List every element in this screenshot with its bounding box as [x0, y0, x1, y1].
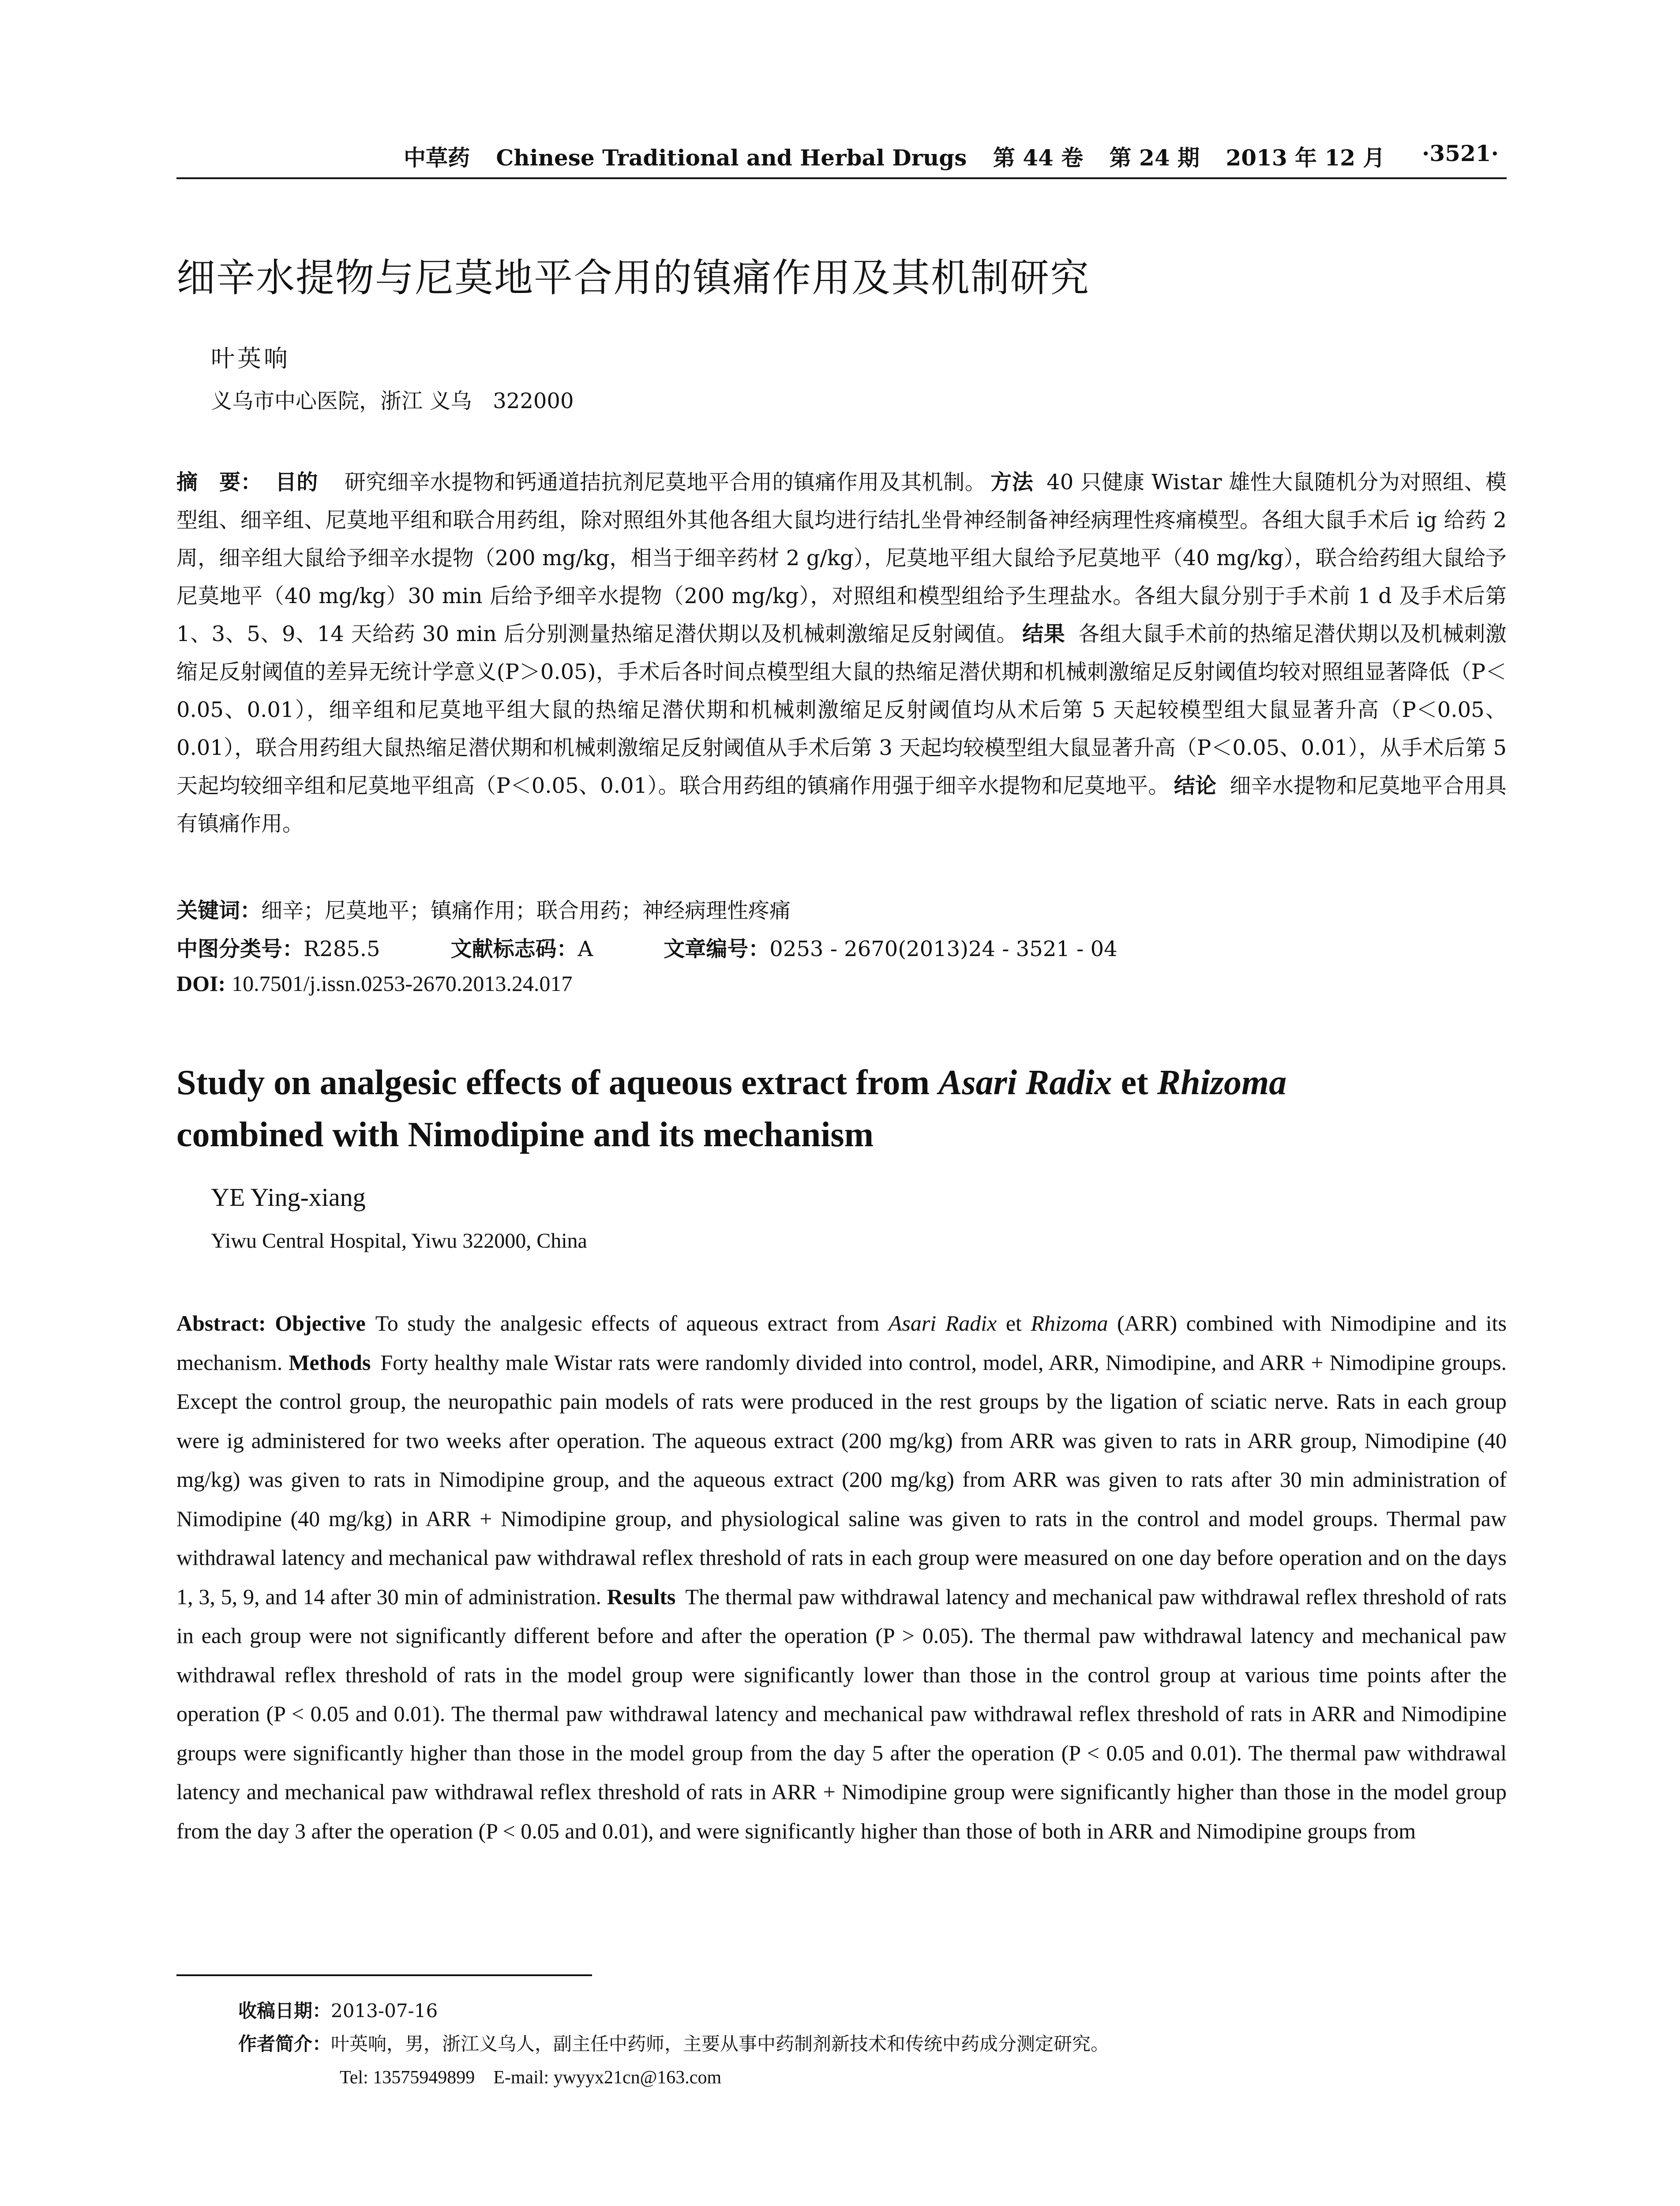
chinese-affiliation: 义乌市中心医院，浙江 义乌 322000	[211, 389, 574, 413]
conclusion-text-cn: 细辛水提物和尼莫地平合用具有镇痛作用。	[176, 773, 1507, 836]
articleno-label: 文章编号：	[664, 937, 770, 961]
footnote-received	[238, 1996, 438, 2023]
english-abstract	[176, 1304, 1507, 1850]
results-label-en: Results	[607, 1584, 676, 1609]
footnote-rule	[176, 1974, 592, 1976]
methods-label-en: Methods	[289, 1350, 371, 1375]
clc-value: R285.5	[304, 937, 380, 961]
methods-text-cn: 40 只健康 Wistar 雄性大鼠随机分为对照组、模型组、细辛组、尼莫地平组和联合用药组，除对照组外其他各组大鼠均进行结扎坐骨神经制备神经病理性疼痛模型。各组大鼠手术后 ig 给药 2 周，细辛组大鼠给予细辛水提物（200 mg/kg，相当于细辛药材 2 g/kg），尼莫地平组大鼠给予尼莫地平（40 mg/kg），联合给药组大鼠给予尼莫地平（40 mg/kg）30 min 后给予细辛水提物（200 mg/kg），对照组和模型组给予生理盐水。各组大鼠分别于手术前 1 d 及手术后第 1、3、5、9、14 天给药 30 min 后分别测量热缩足潜伏期以及机械刺激缩足反射阈值。	[176, 470, 1507, 646]
methods-label-cn: 方法	[990, 470, 1034, 495]
methods-text-en: Forty healthy male Wistar rats were randomly divided into control, model, ARR, Nimodipine, and ARR + Nimodipine groups. Except the control group, the neuropathic pain models of rats were produced in the rest groups by the ligation of sciatic nerve. Rats in each group were ig administered for two weeks after operation. The aqueous extract (200 mg/kg) from ARR was given to rats in ARR group, Nimodipine (40 mg/kg) was given to rats in Nimodipine group, and the aqueous extract (200 mg/kg) from ARR was given to rats after 30 min administration of Nimodipine (40 mg/kg) in ARR + Nimodipine group, and physiological saline was given to rats in the control and model groups. Thermal paw withdrawal latency and mechanical paw withdrawal reflex threshold of rats in each group were measured on one day before operation and on the days 1, 3, 5, 9, and 14 after 30 min of administration.	[176, 1350, 1507, 1609]
english-title-latin: Asari Radix	[938, 1063, 1112, 1102]
keywords-text: 细辛；尼莫地平；镇痛作用；联合用药；神经病理性疼痛	[261, 898, 791, 923]
page-number: ·3521·	[1422, 140, 1499, 166]
running-header	[176, 140, 1507, 176]
header-rule	[176, 177, 1507, 179]
conclusion-label-cn: 结论	[1174, 773, 1217, 798]
journal-issue: 第 24 期	[1109, 145, 1200, 171]
objective-text-cn: 研究细辛水提物和钙通道拮抗剂尼莫地平合用的镇痛作用及其机制。	[344, 470, 986, 495]
abstract-label-cn: 摘 要：	[176, 470, 262, 495]
objective-text-en: To study the analgesic effects of aqueous extract from	[375, 1311, 889, 1336]
chinese-author: 叶英响	[211, 345, 290, 372]
received-label: 收稿日期：	[238, 2000, 331, 2022]
english-title-latin: Rhizoma	[1157, 1063, 1287, 1102]
articleno-value: 0253 - 2670(2013)24 - 3521 - 04	[769, 937, 1118, 961]
objective-latin-en: Asari Radix	[888, 1311, 997, 1336]
keywords-label: 关键词：	[176, 898, 262, 923]
results-text-en: The thermal paw withdrawal latency and mechanical paw withdrawal reflex threshold of rats in each group were not significantly different before and after the operation (P > 0.05). The thermal paw withdrawal latency and mechanical paw withdrawal reflex threshold of rats in the model group were significantly lower than those in the control group at various time points after the operation (P < 0.05 and 0.01). The thermal paw withdrawal latency and mechanical paw withdrawal reflex threshold of rats in ARR and Nimodipine groups were significantly higher than those in the model group from the day 5 after the operation (P < 0.05 and 0.01). The thermal paw withdrawal latency and mechanical paw withdrawal reflex threshold of rats in ARR + Nimodipine group were significantly higher than those in the model group from the day 3 after the operation (P < 0.05 and 0.01), and were significantly higher than those of both in ARR and Nimodipine groups from	[176, 1584, 1507, 1843]
clc-label: 中图分类号：	[176, 937, 304, 961]
english-title-part: et	[1112, 1063, 1157, 1102]
doi-line	[176, 971, 1507, 996]
chinese-title: 细辛水提物与尼莫地平合用的镇痛作用及其机制研究	[176, 255, 1090, 300]
results-label-cn: 结果	[1022, 622, 1065, 646]
footnote-contact: Tel: 13575949899 E-mail: ywyyx21cn@163.com	[340, 2067, 722, 2088]
english-title-part: Study on analgesic effects of aqueous extract from	[176, 1063, 939, 1102]
journal-name-en: Chinese Traditional and Herbal Drugs	[496, 145, 967, 171]
abstract-label-en: Abstract: Objective	[176, 1311, 366, 1336]
header-journal-info	[404, 140, 1403, 172]
classification-line	[176, 932, 1507, 962]
chinese-abstract	[176, 463, 1507, 843]
journal-name-cn: 中草药	[404, 145, 470, 171]
objective-label-cn: 目的	[275, 470, 318, 495]
objective-text-en: (ARR) combined with Nimodipine and its mechanism.	[176, 1311, 1507, 1375]
objective-latin-en: Rhizoma	[1031, 1311, 1108, 1336]
english-title-part: combined with Nimodipine and its mechanism	[176, 1115, 874, 1154]
doccode-label: 文献标志码：	[450, 937, 578, 961]
doi-value: 10.7501/j.issn.0253-2670.2013.24.017	[232, 971, 573, 996]
footnote-author-bio	[238, 2030, 1109, 2056]
doi-label: DOI:	[176, 971, 226, 996]
english-affiliation: Yiwu Central Hospital, Yiwu 322000, China	[211, 1229, 587, 1253]
journal-date: 2013 年 12 月	[1226, 145, 1385, 171]
english-title	[176, 1057, 1544, 1161]
english-author: YE Ying-xiang	[211, 1183, 366, 1212]
doccode-value: A	[578, 937, 593, 961]
received-value: 2013-07-16	[331, 2000, 438, 2022]
keywords-line	[176, 893, 1507, 924]
bio-label: 作者简介：	[238, 2033, 331, 2055]
journal-volume: 第 44 卷	[993, 145, 1084, 171]
results-text-cn: 各组大鼠手术前的热缩足潜伏期以及机械刺激缩足反射阈值的差异无统计学意义(P＞0.05)，手术后各时间点模型组大鼠的热缩足潜伏期和机械刺激缩足反射阈值均较对照组显著降低（P＜0.05、0.01），细辛组和尼莫地平组大鼠的热缩足潜伏期和机械刺激缩足反射阈值均从术后第 5 天起较模型组大鼠显著升高（P＜0.05、0.01），联合用药组大鼠热缩足潜伏期和机械刺激缩足反射阈值从手术后第 3 天起均较模型组大鼠显著升高（P＜0.05、0.01），从手术后第 5 天起均较细辛组和尼莫地平组高（P＜0.05、0.01）。联合用药组的镇痛作用强于细辛水提物和尼莫地平。	[176, 622, 1507, 798]
objective-text-en: et	[997, 1311, 1031, 1336]
bio-value: 叶英响，男，浙江义乌人，副主任中药师，主要从事中药制剂新技术和传统中药成分测定研究。	[331, 2033, 1110, 2055]
